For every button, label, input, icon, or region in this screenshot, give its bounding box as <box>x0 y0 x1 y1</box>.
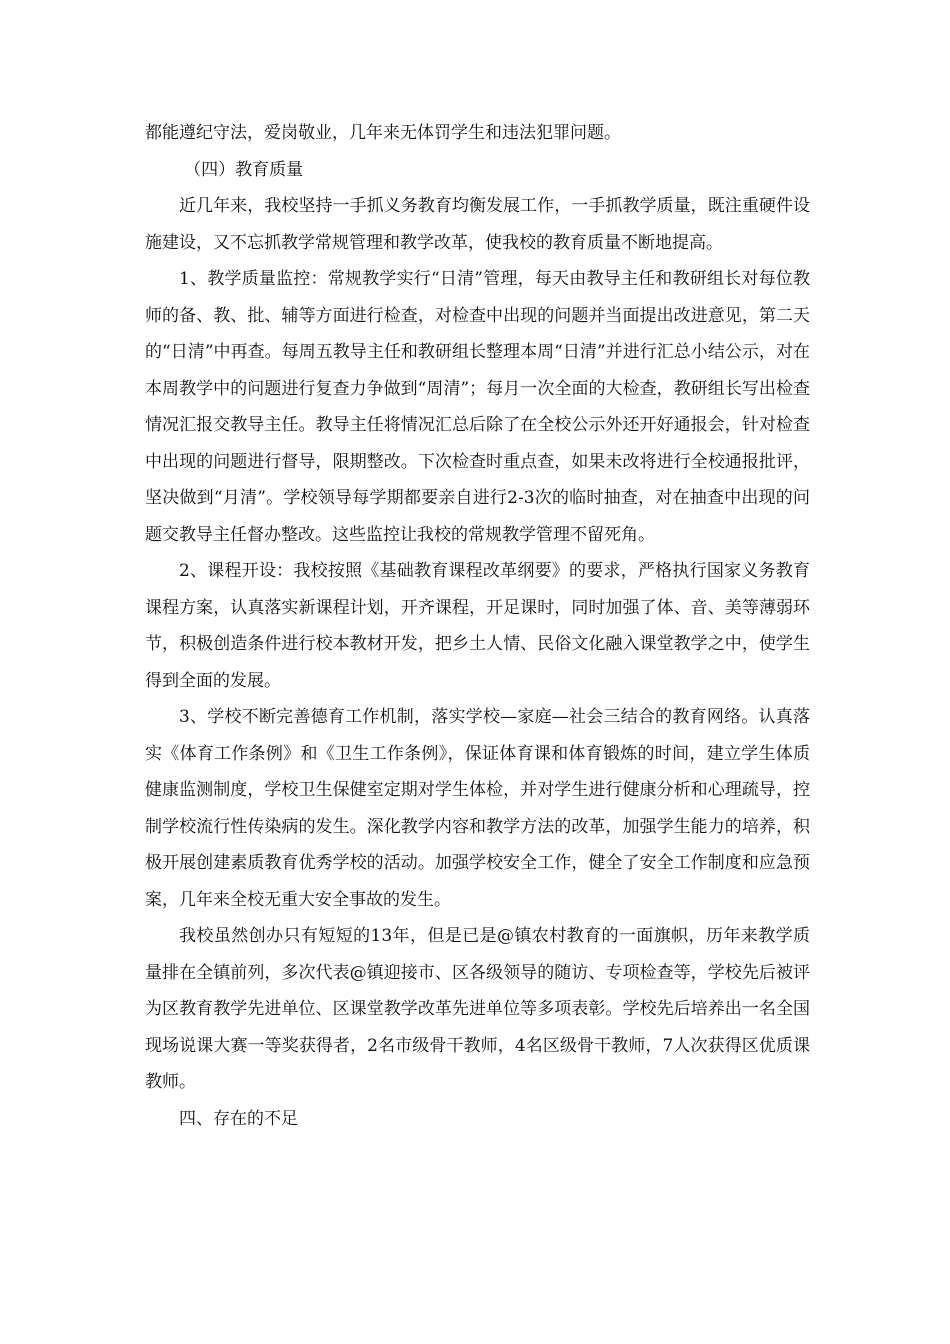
paragraph-moral-education: 3、学校不断完善德育工作机制，落实学校—家庭—社会三结合的教育网络。认真落实《体育工作条例》和《卫生工作条例》，保证体育课和体育锻炼的时间，建立学生体质健康监测制度，学校卫生保健室定期对学生体检，并对学生进行健康分析和心理疏导，控制学校流行性传染病的发生。深化教学内容和教学方法的改革，加强学生能力的培养，积极开展创建素质教育优秀学校的活动。加强学校安全工作，健全了安全工作制度和应急预案，几年来全校无重大安全事故的发生。 <box>145 707 810 910</box>
section-heading-education-quality: （四）教育质量 <box>184 159 304 180</box>
paragraph-achievements: 我校虽然创办只有短短的13年，但是已是@镇农村教育的一面旗帜，历年来教学质量排在全镇前列，多次代表@镇迎接市、区各级领导的随访、专项检查等，学校先后被评为区教育教学先进单位、区课堂教学改革先进单位等多项表彰。学校先后培养出一名全国现场说课大赛一等奖获得者，2名市级骨干教师，4名区级骨干教师，7人次获得区优质课教师。 <box>145 926 810 1092</box>
paragraph-continuation: 都能遵纪守法，爱岗敬业，几年来无体罚学生和违法犯罪问题。 <box>145 123 621 143</box>
document-body <box>145 115 810 1137</box>
paragraph-quality-monitoring: 1、教学质量监控：常规教学实行“日清”管理，每天由教导主任和教研组长对每位教师的备、教、批、辅等方面进行检查，对检查中出现的问题并当面提出改进意见，第二天的“日清”中再查。每周五教导主任和教研组长整理本周“日清”并进行汇总小结公示，对在本周教学中的问题进行复查力争做到“周清”；每月一次全面的大检查，教研组长写出检查情况汇报交教导主任。教导主任将情况汇总后除了在全校公示外还开好通报会，针对检查中出现的问题进行督导，限期整改。下次检查时重点查，如果未改将进行全校通报批评，坚决做到“月清”。学校领导每学期都要亲自进行2-3次的临时抽查，对在抽查中出现的问题交教导主任督办整改。这些监控让我校的常规教学管理不留死角。 <box>145 269 810 545</box>
paragraph-curriculum: 2、课程开设：我校按照《基础教育课程改革纲要》的要求，严格执行国家义务教育课程方案，认真落实新课程计划，开齐课程，开足课时，同时加强了体、音、美等薄弱环节，积极创造条件进行校本教材开发，把乡土人情、民俗文化融入课堂教学之中，使学生得到全面的发展。 <box>145 561 810 691</box>
section-heading-shortcomings: 四、存在的不足 <box>179 1108 298 1129</box>
paragraph-intro: 近几年来，我校坚持一手抓义务教育均衡发展工作，一手抓教学质量，既注重硬件设施建设，又不忘抓教学常规管理和教学改革，使我校的教育质量不断地提高。 <box>145 196 810 253</box>
